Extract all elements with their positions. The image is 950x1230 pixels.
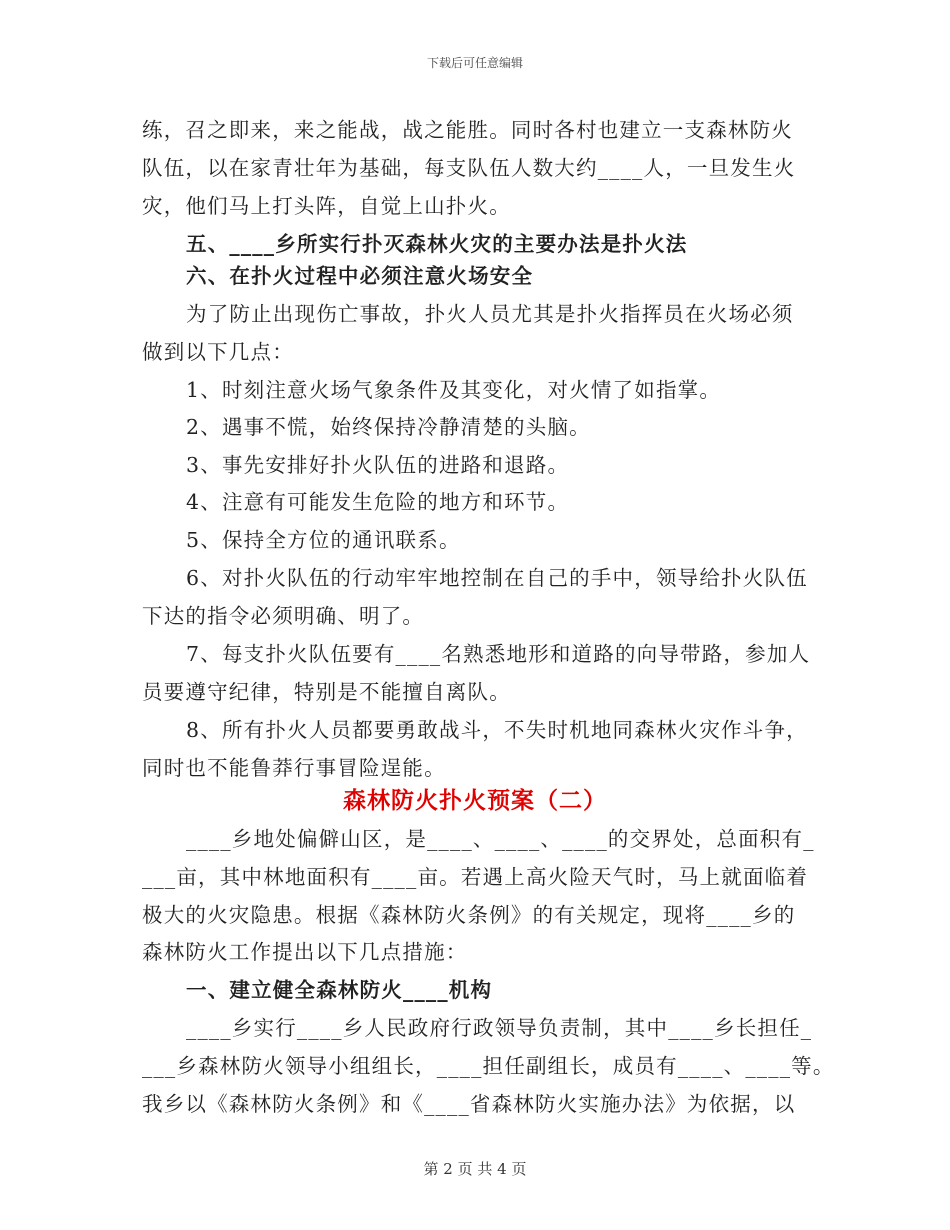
section-title: 森林防火扑火预案（二） (343, 788, 607, 814)
paragraph-line: 同时也不能鲁莽行事冒险逞能。 (142, 756, 446, 780)
paragraph-line: 极大的火灾隐患。根据《森林防火条例》的有关规定，现将____乡的 (142, 903, 796, 927)
list-item: 6、对扑火队伍的行动牢牢地控制在自己的手中，领导给扑火队伍 (186, 566, 808, 590)
paragraph-line: ____乡实行____乡人民政府行政领导负责制，其中____乡长担任_ (186, 1016, 813, 1040)
list-item: 4、注意有可能发生危险的地方和环节。 (186, 490, 570, 514)
heading-one: 一、建立健全森林防火____机构 (186, 978, 493, 1002)
paragraph-line: 练，召之即来，来之能战，战之能胜。同时各村也建立一支森林防火 (142, 118, 793, 142)
paragraph-line: 下达的指令必须明确、明了。 (142, 604, 425, 628)
list-item: 5、保持全方位的通讯联系。 (186, 528, 461, 552)
paragraph-line: 做到以下几点： (142, 340, 294, 364)
paragraph-line: ____乡地处偏僻山区，是____、____、____的交界处，总面积有_ (186, 827, 815, 851)
list-item: 7、每支扑火队伍要有____名熟悉地形和道路的向导带路，参加人 (186, 642, 811, 666)
paragraph-line: 队伍，以在家青壮年为基础，每支队伍人数大约____人，一旦发生火 (142, 156, 796, 180)
paragraph-line: 员要遵守纪律，特别是不能擅自离队。 (142, 680, 511, 704)
list-item: 2、遇事不慌，始终保持冷静清楚的头脑。 (186, 415, 591, 439)
list-item: 1、时刻注意火场气象条件及其变化，对火情了如指掌。 (186, 378, 722, 402)
page-header: 下载后可任意编辑 (426, 56, 523, 70)
list-item: 3、事先安排好扑火队伍的进路和退路。 (186, 453, 570, 477)
paragraph-line: 灾，他们马上打头阵，自觉上山扑火。 (142, 194, 511, 218)
paragraph-line: 我乡以《森林防火条例》和《____省森林防火实施办法》为依据，以 (142, 1092, 796, 1116)
heading-six: 六、在扑火过程中必须注意火场安全 (186, 264, 534, 288)
paragraph-line: ___亩，其中林地面积有____亩。若遇上高火险天气时，马上就面临着 (142, 865, 809, 889)
list-item: 8、所有扑火人员都要勇敢战斗，不失时机地同森林火灾作斗争， (186, 718, 808, 742)
paragraph-line: 森林防火工作提出以下几点措施： (142, 940, 468, 964)
page-footer: 第 2 页 共 4 页 (423, 1160, 527, 1178)
paragraph-line: 为了防止出现伤亡事故，扑火人员尤其是扑火指挥员在火场必须 (186, 302, 794, 326)
paragraph-line: ___乡森林防火领导小组组长，____担任副组长，成员有____、____等。 (142, 1054, 835, 1078)
heading-five: 五、____乡所实行扑灭森林火灾的主要办法是扑火法 (186, 232, 688, 256)
